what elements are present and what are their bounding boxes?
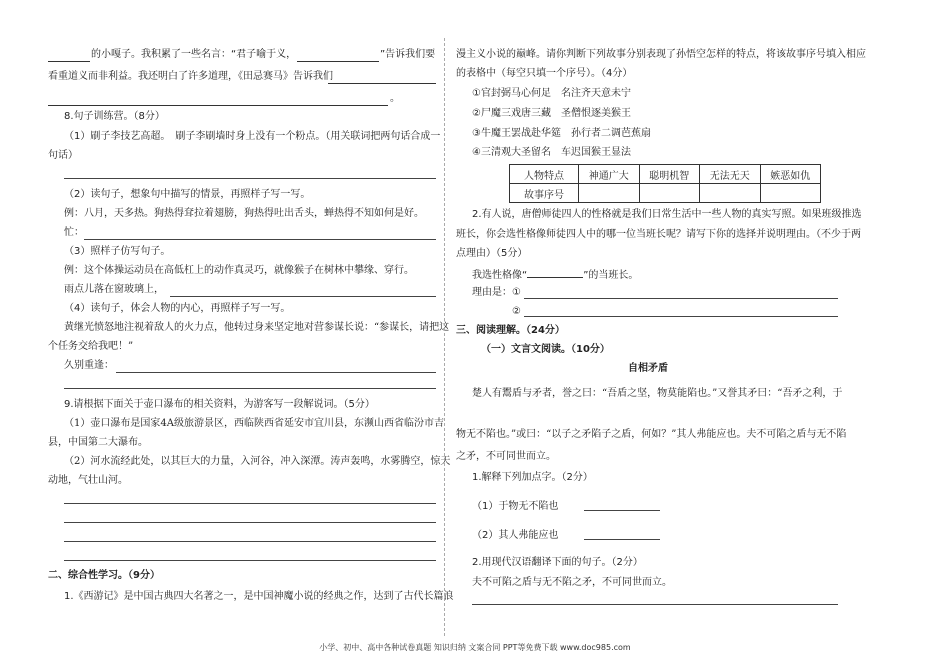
story-item: ④三清观大圣留名 车迟国猴王显法 <box>472 147 631 158</box>
text-line: 的表格中（每空只填一个序号）。（4分） <box>456 68 633 79</box>
section-3-heading: 三、阅读理解。（24分） <box>456 325 565 336</box>
question-9-title: 9.请根据下面关于壶口瀑布的相关资料，为游客写一段解说词。（5分） <box>64 399 375 410</box>
answer-line[interactable] <box>524 316 838 317</box>
answer-line[interactable] <box>472 604 838 605</box>
text-line: ”告诉我们要 <box>380 49 436 60</box>
choose-suffix: ”的当班长。 <box>583 270 639 281</box>
answer-line[interactable] <box>64 560 436 561</box>
text-line: （1）刷子李技艺高超。 刷子李刷墙时身上没有一个粉点。（用关联词把两句话合成一 <box>64 131 441 142</box>
text-line: 1.《西游记》是中国古典四大名著之一，是中国神魔小说的经典之作，达到了古代长篇浪 <box>64 591 454 602</box>
section-2-heading: 二、综合性学习。（9分） <box>48 570 160 581</box>
text-line: 看重道义而非利益。我还明白了许多道理，《田忌赛马》告诉我们 <box>48 71 333 82</box>
answer-cell[interactable] <box>760 184 821 203</box>
question-8-title: 8.句子训练营。（8分） <box>64 111 165 122</box>
text-line: 动地，气壮山河。 <box>48 475 128 486</box>
text-line: （4）读句子，体会人物的内心，再照样子写一写。 <box>64 303 291 314</box>
answer-line[interactable] <box>64 388 436 389</box>
trait-table <box>509 164 821 203</box>
text-line: 黄继光愤怒地注视着敌人的火力点，他转过身来坚定地对营参谋长说：“参谋长，请把这 <box>64 322 450 333</box>
answer-line[interactable] <box>584 539 660 540</box>
text-line: （2）河水流经此处，以其巨大的力量，入河谷，冲入深潭。涛声轰鸣，水雾腾空，惊天 <box>64 456 451 467</box>
answer-blank[interactable] <box>328 72 436 84</box>
text-line: 漫主义小说的巅峰。请你判断下列故事分别表现了孙悟空怎样的特点，将该故事序号填入相应 <box>456 49 866 60</box>
table-cell: 无法无天 <box>700 165 761 184</box>
table-cell: 聪明机智 <box>639 165 700 184</box>
subsection-heading: （一）文言文阅读。（10分） <box>481 344 610 355</box>
text-line: 1.解释下列加点字。（2分） <box>472 472 593 483</box>
page-footer: 小学、初中、高中各种试卷真题 知识归纳 文案合同 PPT等免费下载 www.doc985.com <box>319 643 631 652</box>
text-line: 的小嘎子。我积累了一些名言：“君子喻于义， <box>91 49 297 60</box>
text-line: 例：八月，天多热。狗热得耷拉着翅膀，狗热得吐出舌头，蝉热得不知如何是好。 <box>64 208 424 219</box>
text-line: 夫不可陷之盾与无不陷之矛，不可同世而立。 <box>472 577 672 588</box>
answer-line[interactable] <box>64 503 436 504</box>
story-item: ②尸魔三戏唐三藏 圣僧恨逐美猴王 <box>472 108 631 119</box>
text-line: （3）照样子仿写句子。 <box>64 246 171 257</box>
text-line: 班长，你会选性格像师徒四人中的哪一位当班长呢？请写下你的选择并说明理由。（不少于两 <box>456 229 861 240</box>
table-header: 故事序号 <box>510 184 579 203</box>
answer-line[interactable] <box>524 298 838 299</box>
text-line: 点理由）（5分） <box>456 248 528 259</box>
text-line: 个任务交给我吧！” <box>48 341 134 352</box>
answer-line[interactable] <box>116 372 436 373</box>
column-divider <box>444 38 445 636</box>
answer-line[interactable] <box>584 510 660 511</box>
text-line: 雨点儿落在窗玻璃上， <box>64 284 164 295</box>
text-line: 例：这个体操运动员在高低杠上的动作真灵巧，就像猴子在树林中攀缘、穿行。 <box>64 265 414 276</box>
answer-blank[interactable] <box>48 50 90 62</box>
story-item: ③牛魔王罢战赴华筵 孙行者二调芭蕉扇 <box>472 128 651 139</box>
table-header: 人物特点 <box>510 165 579 184</box>
answer-blank[interactable] <box>48 94 388 106</box>
answer-line[interactable] <box>64 178 436 179</box>
text-line: 县，中国第二大瀑布。 <box>48 437 148 448</box>
answer-line[interactable] <box>64 522 436 523</box>
text-line: 。 <box>390 93 400 104</box>
text-line: （1）于物无不陷也 <box>472 501 559 512</box>
text-line <box>472 266 638 283</box>
text-line: 忙： <box>64 227 84 238</box>
text-line: （2）读句子，想象句中描写的情景，再照样子写一写。 <box>64 189 311 200</box>
text-line: （2）其人弗能应也 <box>472 530 559 541</box>
text-line: （1）壶口瀑布是国家4A级旅游景区，西临陕西省延安市宜川县，东濒山西省临汾市吉 <box>64 418 444 429</box>
table-cell: 嫉恶如仇 <box>760 165 821 184</box>
answer-line[interactable] <box>64 541 436 542</box>
answer-blank[interactable] <box>527 266 583 278</box>
answer-line[interactable] <box>84 239 436 240</box>
table-cell: 神通广大 <box>579 165 640 184</box>
answer-cell[interactable] <box>639 184 700 203</box>
answer-blank[interactable] <box>297 50 379 62</box>
text-line: 理由是：① <box>472 287 521 298</box>
story-item: ①官封弼马心何足 名注齐天意未宁 <box>472 88 631 99</box>
text-line: ② <box>512 306 521 317</box>
answer-line[interactable] <box>170 296 436 297</box>
passage-line: 之矛，不可同世而立。 <box>456 451 556 462</box>
text-line: 2.用现代汉语翻译下面的句子。（2分） <box>472 557 643 568</box>
text-line: 句话） <box>48 150 78 161</box>
text-line: 2.有人说，唐僧师徒四人的性格就是我们日常生活中一些人物的真实写照。如果班级推选 <box>472 209 862 220</box>
answer-cell[interactable] <box>700 184 761 203</box>
text-line: 久别重逢： <box>64 360 114 371</box>
passage-title: 自相矛盾 <box>628 363 668 374</box>
choose-prefix: 我选性格像“ <box>472 270 528 281</box>
passage-line: 楚人有鬻盾与矛者，誉之曰：“吾盾之坚，物莫能陷也。”又誉其矛曰：“吾矛之利，于 <box>472 388 843 399</box>
answer-cell[interactable] <box>579 184 640 203</box>
passage-line: 物无不陷也。”或曰：“以子之矛陷子之盾，何如？”其人弗能应也。夫不可陷之盾与无不陷 <box>456 429 847 440</box>
